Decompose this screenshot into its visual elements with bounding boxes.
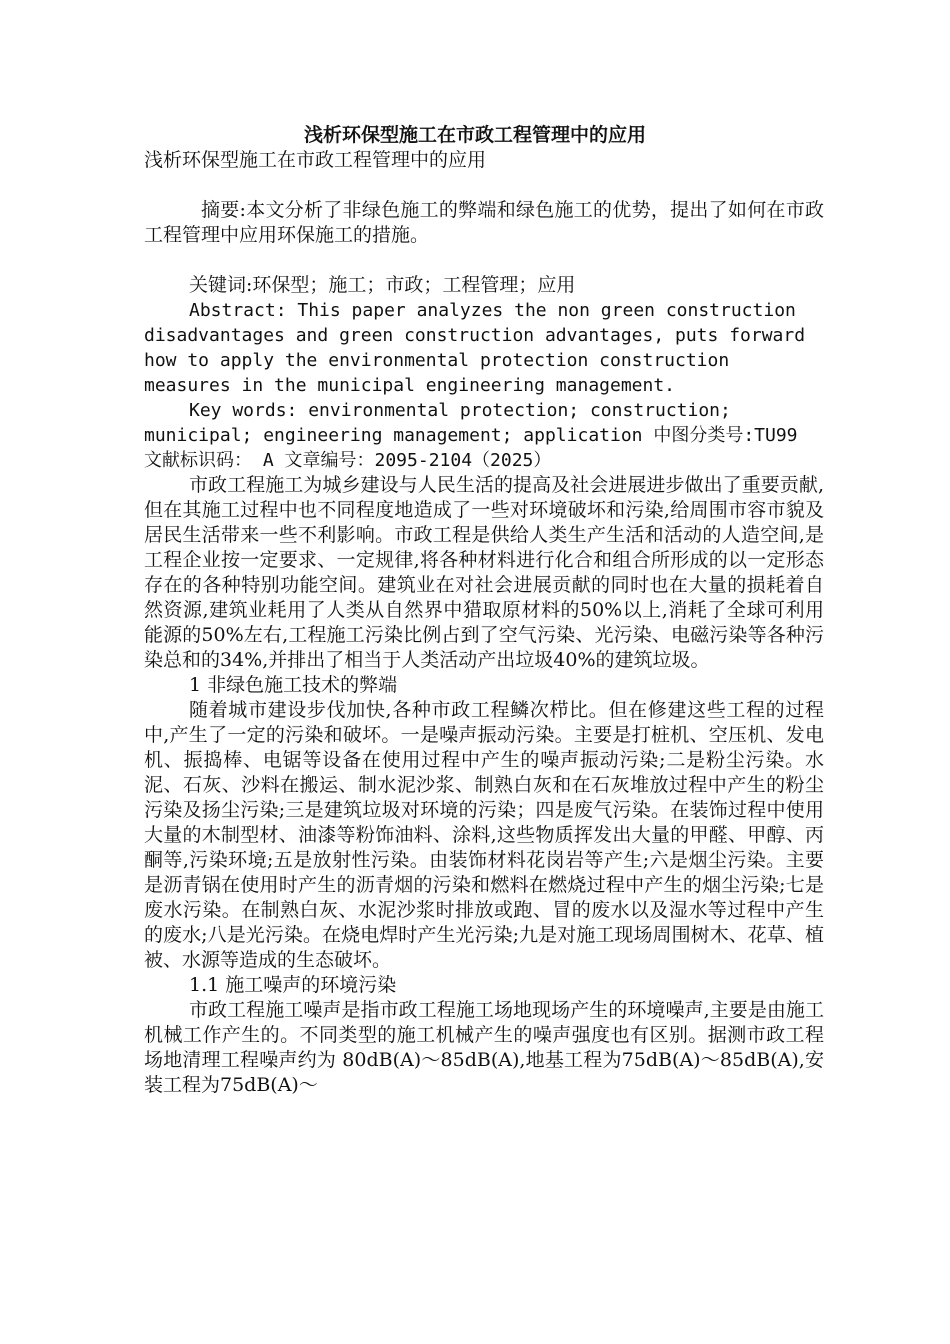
abstract-cn: 摘要:本文分析了非绿色施工的弊端和绿色施工的优势，提出了如何在市政工程管理中应用环保施工的措施。 <box>144 199 824 246</box>
abstract-en: Abstract: This paper analyzes the non green construction disadvantages and green construction advantages, puts forward how to apply the environmental protection construction measures in the municipal engineering management. <box>144 300 806 396</box>
document-body <box>144 148 824 1098</box>
document-subtitle: 浅析环保型施工在市政工程管理中的应用 <box>144 149 487 171</box>
section-heading-1: 1 非绿色施工技术的弊端 <box>189 674 398 696</box>
document-title: 浅析环保型施工在市政工程管理中的应用 <box>303 124 646 146</box>
paragraph-intro: 市政工程施工为城乡建设与人民生活的提高及社会进展进步做出了重要贡献,但在其施工过程中也不同程度地造成了一些对环境破坏和污染,给周围市容市貌及居民生活带来一些不利影响。市政工程是供给人类生产生活和活动的人造空间,是工程企业按一定要求、一定规律,将各种材料进行化合和组合所形成的以一定形态存在的各种特别功能空间。建筑业在对社会进展贡献的同时也在大量的损耗着自然资源,建筑业耗用了人类从自然界中猎取原材料的50%以上,消耗了全球可利用能源的50%左右,工程施工污染比例占到了空气污染、光污染、电磁污染等各种污染总和的34%,并排出了相当于人类活动产出垃圾40%的建筑垃圾。 <box>144 474 824 671</box>
spacer <box>144 173 824 198</box>
keywords-en: Key words: environmental protection; construction; municipal; engineering management; application 中图分类号:TU99 文献标识码： A 文章编号：2095-2104（2025） <box>144 400 798 471</box>
keywords-cn: 关键词:环保型；施工；市政；工程管理；应用 <box>189 274 576 296</box>
section-heading-1-1: 1.1 施工噪声的环境污染 <box>189 974 397 996</box>
spacer <box>144 248 824 273</box>
paragraph-section-1-1: 市政工程施工噪声是指市政工程施工场地现场产生的环境噪声,主要是由施工机械工作产生的。不同类型的施工机械产生的噪声强度也有区别。据测市政工程场地清理工程噪声约为 80dB(A)～85dB(A),地基工程为75dB(A)～85dB(A),安装工程为75dB(A)～ <box>144 999 824 1096</box>
paragraph-section-1: 随着城市建设步伐加快,各种市政工程鳞次栉比。但在修建这些工程的过程中,产生了一定的污染和破坏。一是噪声振动污染。主要是打桩机、空压机、发电机、振捣棒、电锯等设备在使用过程中产生的噪声振动污染;二是粉尘污染。水泥、石灰、沙料在搬运、制水泥沙浆、制熟白灰和在石灰堆放过程中产生的粉尘污染及扬尘污染;三是建筑垃圾对环境的污染；四是废气污染。在装饰过程中使用大量的木制型材、油漆等粉饰油料、涂料,这些物质挥发出大量的甲醛、甲醇、丙酮等,污染环境;五是放射性污染。由装饰材料花岗岩等产生;六是烟尘污染。主要是沥青锅在使用时产生的沥青烟的污染和燃料在燃烧过程中产生的烟尘污染;七是废水污染。在制熟白灰、水泥沙浆时排放或跑、冒的废水以及湿水等过程中产生的废水;八是光污染。在烧电焊时产生光污染;九是对施工现场周围树木、花草、植被、水源等造成的生态破坏。 <box>144 699 824 971</box>
